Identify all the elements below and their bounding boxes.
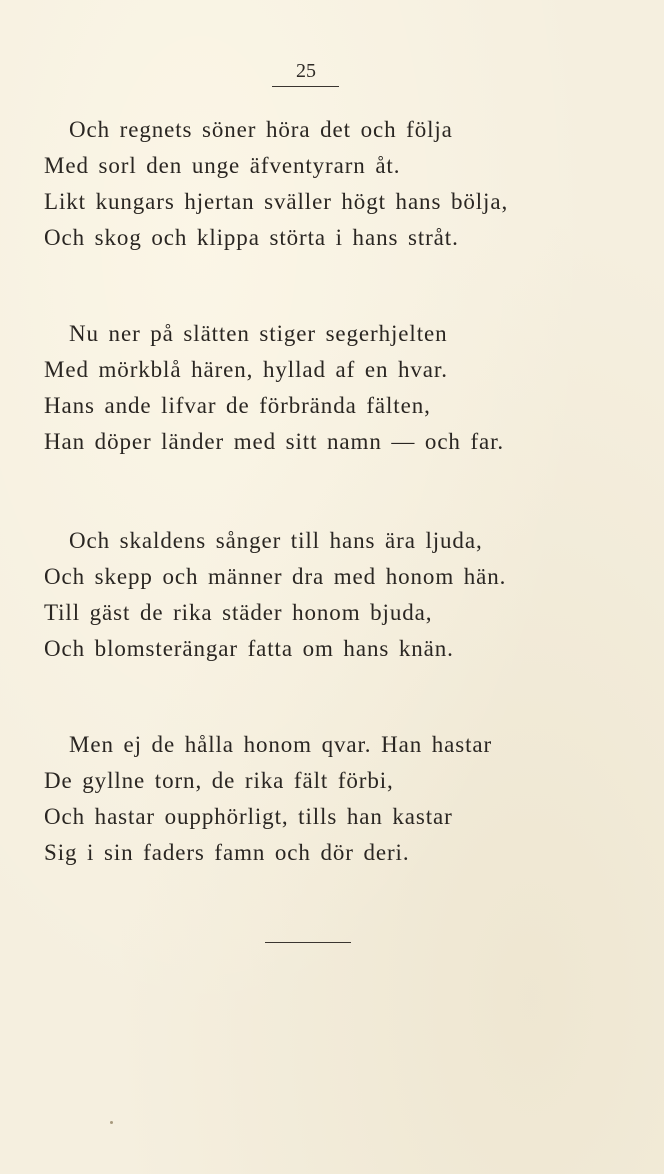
- verse-line: Och blomsterängar fatta om hans knän.: [44, 636, 454, 661]
- paper-speck: [110, 1121, 113, 1124]
- verse-line: Med sorl den unge äfventyrarn åt.: [44, 153, 401, 178]
- stanza-4: [44, 727, 644, 871]
- verse-line: Till gäst de rika städer honom bjuda,: [44, 600, 433, 625]
- verse-line: Likt kungars hjertan sväller högt hans bölja,: [44, 189, 509, 214]
- verse-line: Med mörkblå hären, hyllad af en hvar.: [44, 357, 448, 382]
- verse-line: Och skepp och männer dra med honom hän.: [44, 564, 507, 589]
- verse-line: Och skog och klippa störta i hans stråt.: [44, 225, 459, 250]
- stanza-2: [44, 316, 644, 460]
- stanza-3: [44, 523, 644, 667]
- verse-line: Nu ner på slätten stiger segerhjelten: [69, 321, 448, 346]
- verse-line: Och regnets söner höra det och följa: [69, 117, 453, 142]
- closing-rule: [265, 942, 351, 943]
- verse-line: Sig i sin faders famn och dör deri.: [44, 840, 410, 865]
- verse-line: Han döper länder med sitt namn — och far.: [44, 429, 505, 454]
- page-number-rule: [272, 86, 339, 87]
- verse-line: Hans ande lifvar de förbrända fälten,: [44, 393, 431, 418]
- stanza-1: [44, 112, 644, 256]
- page-number: 25: [296, 60, 316, 82]
- verse-line: Men ej de hålla honom qvar. Han hastar: [69, 732, 493, 757]
- verse-line: Och hastar oupphörligt, tills han kastar: [44, 804, 453, 829]
- verse-line: De gyllne torn, de rika fält förbi,: [44, 768, 394, 793]
- verse-line: Och skaldens sånger till hans ära ljuda,: [69, 528, 483, 553]
